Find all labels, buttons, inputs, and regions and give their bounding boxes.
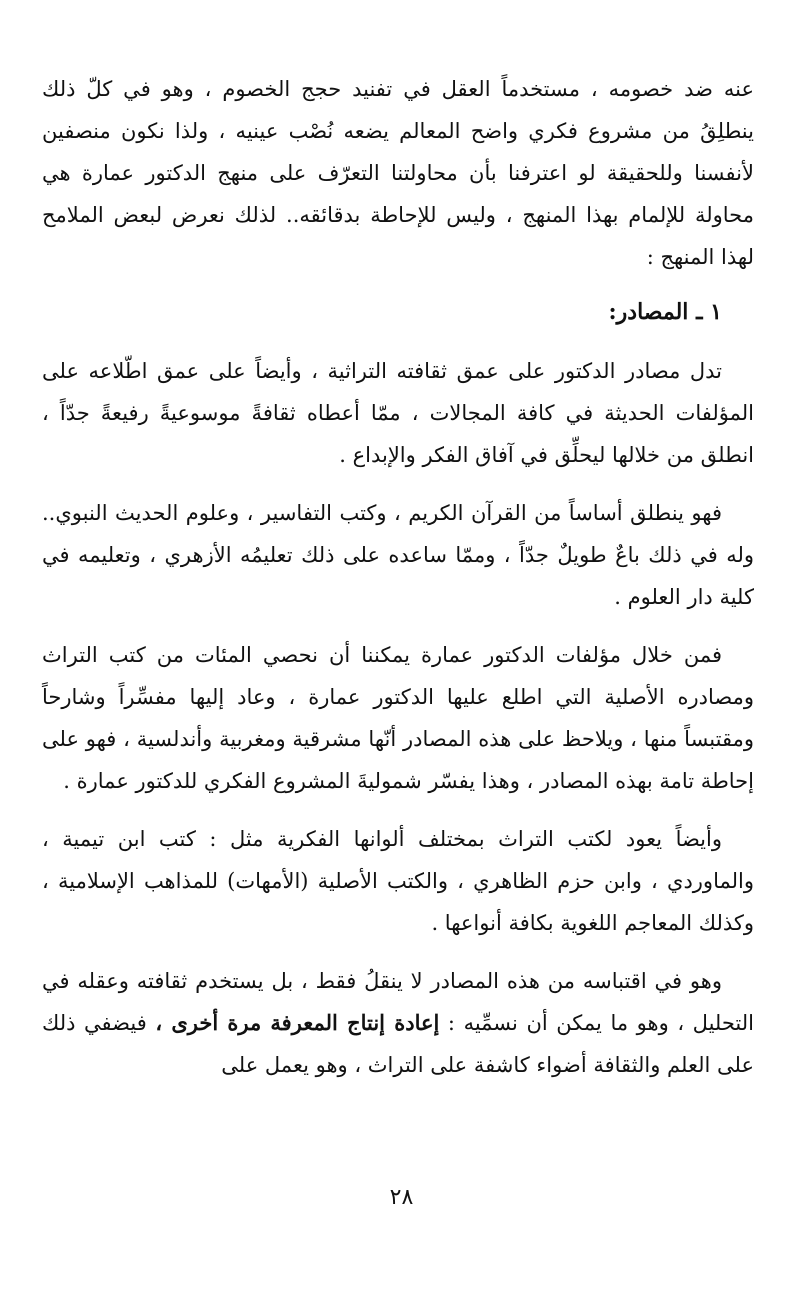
paragraph-reproduction-knowledge: [42, 960, 754, 1086]
page-number: ٢٨: [389, 1185, 414, 1210]
paragraph-sources-depth: تدل مصادر الدكتور على عمق ثقافته التراثية ، وأيضاً على عمق اطّلاعه على المؤلفات الحديثة في كافة المجالات ، ممّا أعطاه ثقافةً موسوعيةً رفيعةً جدّاً ، انطلق من خلالها ليحلِّق في آفاق الفكر والإبداع .: [42, 359, 754, 467]
bold-phrase: إعادة إنتاج المعرفة مرة أخرى ،: [155, 1010, 440, 1035]
document-page: [42, 68, 754, 1278]
paragraph-text-start: وهو في اقتباسه من هذه المصادر لا ينقلُ فقط ، بل يستخدم ثقافته وعقله في التحليل ، وهو ما يمكن أن نسمِّيه :: [42, 969, 754, 1035]
paragraph-ibn-taymiyya: وأيضاً يعود لكتب التراث بمختلف ألوانها الفكرية مثل : كتب ابن تيمية ، والماوردي ، وابن حزم الظاهري ، والكتب الأصلية (الأمهات) للمذاهب الإسلامية ، وكذلك المعاجم اللغوية بكافة أنواعها .: [42, 827, 754, 935]
paragraph-heritage-books: فمن خلال مؤلفات الدكتور عمارة يمكننا أن نحصي المئات من كتب التراث ومصادره الأصلية التي اطلع عليها الدكتور عمارة ، وعاد إليها مفسِّراً وشارحاً ومقتبساً منها ، ويلاحظ على هذه المصادر أنّها مشرقية ومغربية وأندلسية ، فهو على إحاطة تامة بهذه المصادر ، وهذا يفسّر شموليةَ المشروع الفكري للدكتور عمارة .: [42, 643, 754, 793]
paragraph-text-end: فيضفي ذلك على العلم والثقافة أضواء كاشفة على التراث ، وهو يعمل على: [42, 1011, 754, 1077]
section-heading-sources: ١ ـ المصادر:: [608, 299, 722, 325]
paragraph-intro: عنه ضد خصومه ، مستخدماً العقل في تفنيد حجج الخصوم ، وهو في كلّ ذلك ينطلِقُ من مشروع فكري واضح المعالم يضعه نُصْب عينيه ، ولذا نكون منصفين لأنفسنا وللحقيقة لو اعترفنا بأن محاولتنا التعرّف على منهج الدكتور عمارة هي محاولة للإلمام بهذا المنهج ، وليس للإحاطة بدقائقه.. لذلك نعرض لبعض الملامح لهذا المنهج :: [42, 77, 754, 269]
paragraph-quran-hadith: فهو ينطلق أساساً من القرآن الكريم ، وكتب التفاسير ، وعلوم الحديث النبوي.. وله في ذلك باعٌ طويلٌ جدّاً ، وممّا ساعده على ذلك تعليمُه الأزهري ، وتعليمه في كلية دار العلوم .: [42, 501, 754, 609]
